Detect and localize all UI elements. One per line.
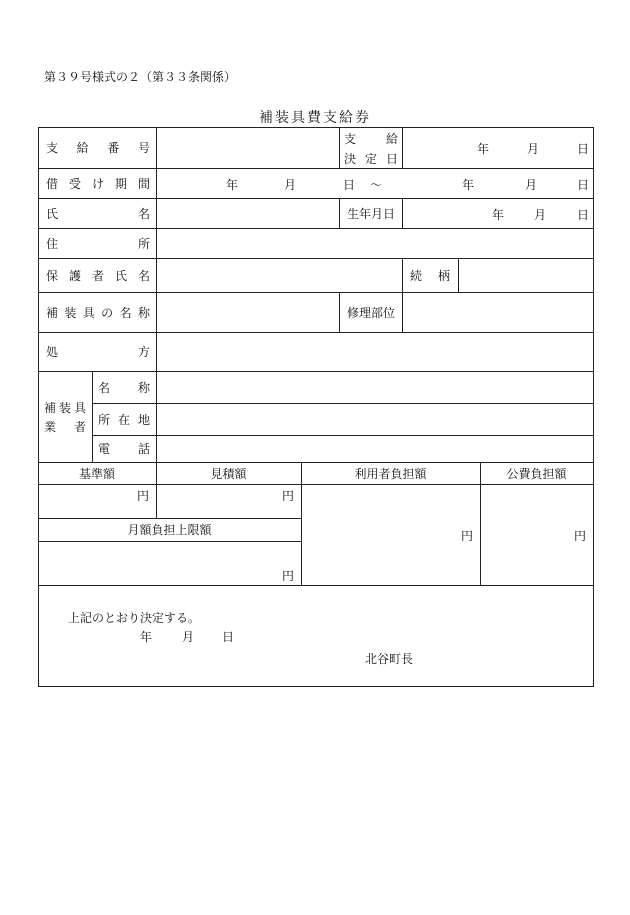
label-char: 地 xyxy=(137,412,150,427)
label-char: 装 xyxy=(58,400,71,415)
label-char: 給 xyxy=(385,131,398,146)
label-char: 名 xyxy=(137,268,150,283)
guardian-name-label xyxy=(46,258,150,292)
label-char: 定 xyxy=(364,151,377,166)
monthly-cap-yen: 円 xyxy=(281,569,294,583)
label-char: 借 xyxy=(46,176,59,191)
relationship-label xyxy=(410,258,450,292)
payment-number-field[interactable] xyxy=(157,128,338,167)
address-field[interactable] xyxy=(157,229,592,257)
rental-period-tilde: ～ xyxy=(370,178,383,192)
label-char: 柄 xyxy=(437,268,450,283)
vendor-phone-field[interactable] xyxy=(157,436,592,461)
label-char: 方 xyxy=(137,345,150,359)
address-label xyxy=(46,228,150,258)
standard-amount-field[interactable] xyxy=(39,485,155,517)
label-char: 支 xyxy=(46,141,59,155)
label-char: 日 xyxy=(385,151,398,166)
birth-month-unit: 月 xyxy=(534,208,547,222)
label-char: 話 xyxy=(137,442,150,456)
rental-end-year-unit: 年 xyxy=(462,178,475,192)
form-reference: 第３９号様式の２（第３３条関係） xyxy=(44,70,237,84)
footer-day-unit: 日 xyxy=(222,630,235,644)
birth-year-unit: 年 xyxy=(492,208,505,222)
prescription-label xyxy=(46,332,150,371)
label-char: 称 xyxy=(137,380,150,395)
vendor-label-line1 xyxy=(44,398,86,416)
device-name-field[interactable] xyxy=(157,293,338,331)
prescription-field[interactable] xyxy=(157,333,592,370)
name-label xyxy=(46,198,150,228)
label-char: 氏 xyxy=(114,268,127,283)
decision-year-unit: 年 xyxy=(477,142,490,156)
label-char: 続 xyxy=(410,268,423,283)
public-burden-field[interactable] xyxy=(481,485,592,584)
decision-date-field[interactable] xyxy=(403,128,592,167)
label-char: 名 xyxy=(98,380,111,395)
label-char: 具 xyxy=(73,400,86,415)
user-burden-field[interactable] xyxy=(302,485,479,584)
birth-day-unit: 日 xyxy=(577,208,590,222)
name-field[interactable] xyxy=(157,199,338,227)
vendor-location-label xyxy=(98,403,150,435)
decision-day-unit: 日 xyxy=(577,142,590,156)
repair-part-field[interactable] xyxy=(403,293,592,331)
vendor-label-line2 xyxy=(44,417,86,435)
vendor-location-field[interactable] xyxy=(157,404,592,434)
label-char: 受 xyxy=(68,176,81,191)
label-char: 在 xyxy=(117,412,130,427)
decision-date-line[interactable] xyxy=(130,628,240,644)
label-char: 所 xyxy=(98,412,111,427)
label-char: 称 xyxy=(137,305,150,320)
relationship-field[interactable] xyxy=(459,259,592,291)
vendor-name-label xyxy=(98,371,150,403)
label-char: 者 xyxy=(73,419,86,434)
standard-amount-yen: 円 xyxy=(136,489,149,503)
label-char: け xyxy=(91,176,104,191)
decision-statement: 上記のとおり決定する。 xyxy=(68,611,201,625)
label-char: 者 xyxy=(91,268,104,283)
footer-year-unit: 年 xyxy=(140,630,153,644)
decision-date-label-line1 xyxy=(344,128,398,148)
label-char: 名 xyxy=(119,305,132,320)
estimate-amount-yen: 円 xyxy=(281,489,294,503)
monthly-cap-field[interactable] xyxy=(39,542,300,584)
label-char: 護 xyxy=(68,268,81,283)
monthly-cap-header: 月額負担上限額 xyxy=(127,523,212,537)
birth-date-field[interactable] xyxy=(403,199,592,227)
label-char: 補 xyxy=(46,305,59,320)
user-burden-yen: 円 xyxy=(460,529,473,543)
public-burden-header: 公費負担額 xyxy=(506,466,567,481)
decision-month-unit: 月 xyxy=(527,142,540,156)
label-char: 支 xyxy=(344,131,357,146)
guardian-name-field[interactable] xyxy=(157,259,401,291)
label-char: 決 xyxy=(344,151,357,166)
rental-end-month-unit: 月 xyxy=(525,178,538,192)
rental-start-day-unit: 日 xyxy=(343,178,356,192)
document-title: 補装具費支給券 xyxy=(259,110,371,126)
label-char: 号 xyxy=(137,141,150,155)
birth-date-label: 生年月日 xyxy=(346,206,395,221)
standard-amount-header: 基準額 xyxy=(78,466,115,481)
label-char: 業 xyxy=(44,419,57,434)
rental-end-day-unit: 日 xyxy=(577,178,590,192)
rental-start-month-unit: 月 xyxy=(284,178,297,192)
label-char: 名 xyxy=(137,206,150,221)
label-char: 給 xyxy=(76,141,89,155)
payment-number-label xyxy=(46,127,150,168)
label-char: 間 xyxy=(137,176,150,191)
footer-month-unit: 月 xyxy=(182,630,195,644)
label-char: 装 xyxy=(64,305,77,320)
rental-period-field[interactable] xyxy=(157,169,592,197)
rental-period-label xyxy=(46,168,150,198)
label-char: 住 xyxy=(46,236,59,251)
device-name-label xyxy=(46,292,150,332)
estimate-amount-header: 見積額 xyxy=(210,466,247,481)
decision-date-label-line2 xyxy=(344,148,398,168)
label-char: 保 xyxy=(46,268,59,283)
rental-start-year-unit: 年 xyxy=(226,178,239,192)
repair-part-label: 修理部位 xyxy=(346,305,395,320)
label-char: 番 xyxy=(107,141,120,155)
vendor-name-field[interactable] xyxy=(157,372,592,402)
vendor-phone-label xyxy=(98,435,150,462)
label-char: 氏 xyxy=(46,206,59,221)
issuer-name: 北谷町長 xyxy=(365,652,414,666)
label-char: 具 xyxy=(82,305,95,320)
label-char: 補 xyxy=(44,400,57,415)
label-char: 処 xyxy=(46,345,59,359)
public-burden-yen: 円 xyxy=(573,529,586,543)
label-char: 電 xyxy=(98,442,111,456)
estimate-amount-field[interactable] xyxy=(157,485,300,517)
label-char: 所 xyxy=(137,236,150,251)
label-char: の xyxy=(101,305,114,320)
label-char: 期 xyxy=(114,176,127,191)
user-burden-header: 利用者負担額 xyxy=(354,466,427,481)
